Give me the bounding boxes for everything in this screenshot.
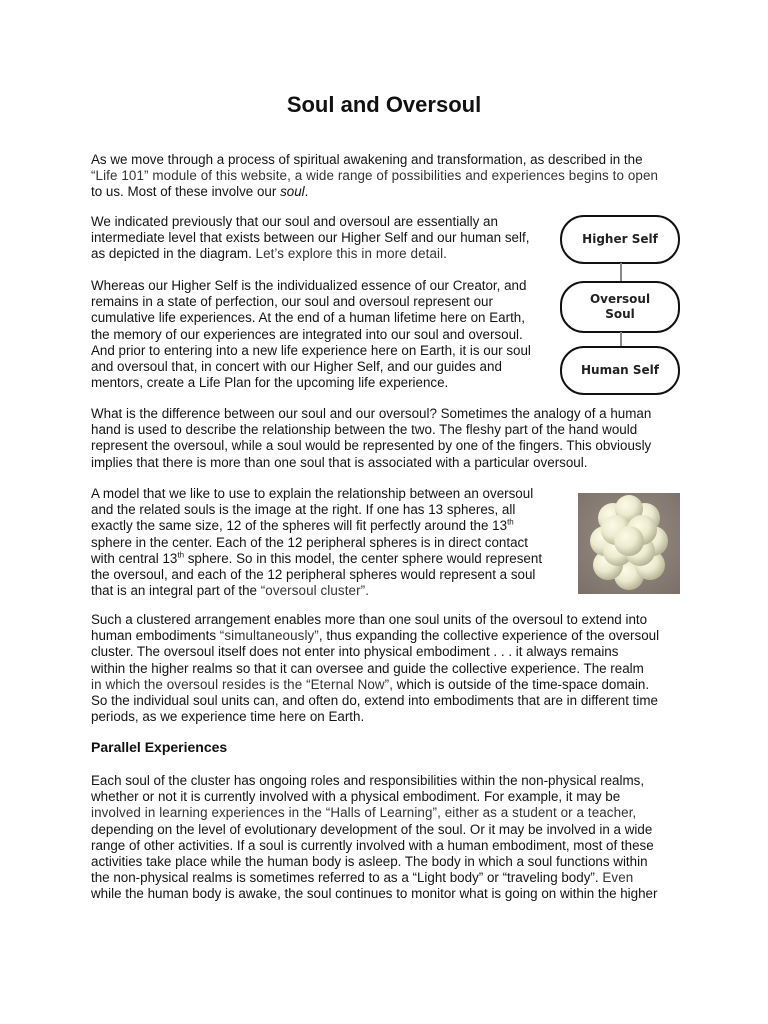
text-line: Even	[598, 870, 634, 886]
text-line: periods, as we experience time here on Earth.	[91, 709, 365, 725]
paragraph-intermediate-level	[91, 214, 551, 263]
text-line: hand is used to describe the relationship between the two. The fleshy part of the hand would	[91, 422, 638, 438]
text-line: the memory of our experiences are integrated into our soul and oversoul.	[91, 326, 523, 342]
paragraph-parallel-experiences	[91, 773, 691, 903]
emphasis-soul: soul	[280, 184, 305, 200]
superscript: th	[507, 517, 514, 527]
text-line: and the related souls is the image at the right. If one has 13 spheres, all	[91, 502, 516, 518]
sphere-cluster-illustration	[578, 493, 680, 594]
text-line: Each soul of the cluster has ongoing roles and responsibilities within the non-physical realms,	[91, 773, 645, 788]
text-line: exactly the same size, 12 of the spheres will fit perfectly around the 13	[91, 518, 508, 534]
text-line: whether or not it is currently involved with a physical embodiment. For example, it may be	[91, 789, 621, 805]
intro-paragraph	[91, 152, 691, 201]
text-line: A model that we like to use to explain the relationship between an oversoul	[91, 486, 534, 501]
text-line: while the human body is awake, the soul continues to monitor what is going on within the higher	[91, 886, 658, 902]
text-line: Whereas our Higher Self is the individualized essence of our Creator, and	[91, 278, 527, 293]
text-line: remains in a state of perfection, our soul and oversoul represent our	[91, 294, 493, 310]
text-line: As we move through a process of spiritual awakening and transformation, as described in the	[91, 152, 643, 167]
text-line: to us. Most of these involve our	[91, 184, 281, 200]
text-line: as depicted in the diagram.	[91, 246, 256, 262]
text-line: implies that there is more than one soul that is associated with a particular oversoul.	[91, 454, 588, 470]
text-line: So the individual soul units can, and often do, extend into embodiments that are in different time	[91, 693, 658, 709]
diagram-node-oversoul-soul	[560, 281, 680, 333]
text-line: “oversoul cluster”.	[260, 583, 370, 599]
text-line: in which the oversoul resides is the “Eternal Now”,	[91, 676, 394, 692]
text-line: What is the difference between our soul and our oversoul? Sometimes the analogy of a human	[91, 406, 652, 421]
text-line: And prior to entering into a new life experience here on Earth, it is our soul	[91, 342, 531, 358]
paragraph-higher-self	[91, 278, 556, 391]
sphere-cluster-image	[578, 493, 680, 594]
text-line: sphere. So in this model, the center sphere would represent	[184, 550, 543, 566]
paragraph-hand-analogy	[91, 406, 691, 471]
diagram-label: Soul	[605, 307, 635, 321]
text-line: We indicated previously that our soul and oversoul are essentially an	[91, 214, 498, 229]
text-line: Let’s explore this in more detail.	[255, 246, 447, 262]
self-hierarchy-diagram	[560, 212, 682, 402]
text-line: represent the oversoul, while a soul would be represented by one of the fingers. This obviously	[91, 438, 652, 454]
text-line: within the higher realms so that it can oversee and guide the collective experience. The realm	[91, 660, 644, 676]
text-line: which is outside of the time-space domain.	[393, 676, 650, 692]
text-line: activities take place while the human body is asleep. The body in which a soul functions within	[91, 854, 648, 870]
text-line: “simultaneously”	[219, 628, 319, 644]
diagram-label: Oversoul	[589, 292, 651, 306]
text-line: range of other activities. If a soul is currently involved with a human embodiment, most of these	[91, 837, 654, 853]
text-line: “Life 101” module of this website, a wide range of possibilities and experiences begins to open	[91, 168, 659, 184]
text-line: cluster. The oversoul itself does not enter into physical embodiment . . . it always remains	[91, 644, 619, 660]
text-line: and oversoul that, in concert with our Higher Self, and our guides and	[91, 359, 502, 375]
paragraph-sphere-model	[91, 486, 571, 599]
diagram-node-human-self: Human Self	[560, 346, 680, 395]
text-line: the non-physical realms is sometimes referred to as a “Light body” or “traveling body”.	[91, 870, 599, 886]
text-line: involved in learning experiences in the “Halls of Learning”, either as a student or a teacher,	[91, 805, 637, 821]
diagram-connector	[620, 263, 622, 281]
text-line: depending on the level of evolutionary development of the soul. Or it may be involved in a wide	[91, 821, 653, 837]
page-title: Soul and Oversoul	[286, 92, 482, 117]
text-line: human embodiments	[91, 628, 220, 644]
text-line: the oversoul, and each of the 12 peripheral spheres would represent a soul	[91, 567, 536, 583]
superscript: th	[177, 550, 185, 560]
text-line: sphere in the center. Each of the 12 peripheral spheres is in direct contact	[91, 534, 528, 550]
text-line: Such a clustered arrangement enables more than one soul units of the oversoul to extend into	[91, 612, 648, 627]
text-line: that is an integral part of the	[91, 583, 261, 599]
text-line: with central 13	[91, 550, 178, 566]
diagram-connector	[620, 332, 622, 346]
diagram-node-higher-self: Higher Self	[560, 215, 680, 264]
text-line: intermediate level that exists between our Higher Self and our human self,	[91, 230, 530, 246]
text-punct: .	[304, 184, 309, 200]
text-line: mentors, create a Life Plan for the upcoming life experience.	[91, 375, 449, 391]
text-line: , thus expanding the collective experience of the oversoul	[318, 628, 660, 644]
text-line: cumulative life experiences. At the end of a human lifetime here on Earth,	[91, 310, 525, 326]
section-heading-parallel-experiences: Parallel Experiences	[91, 739, 228, 755]
paragraph-cluster-arrangement	[91, 612, 691, 725]
